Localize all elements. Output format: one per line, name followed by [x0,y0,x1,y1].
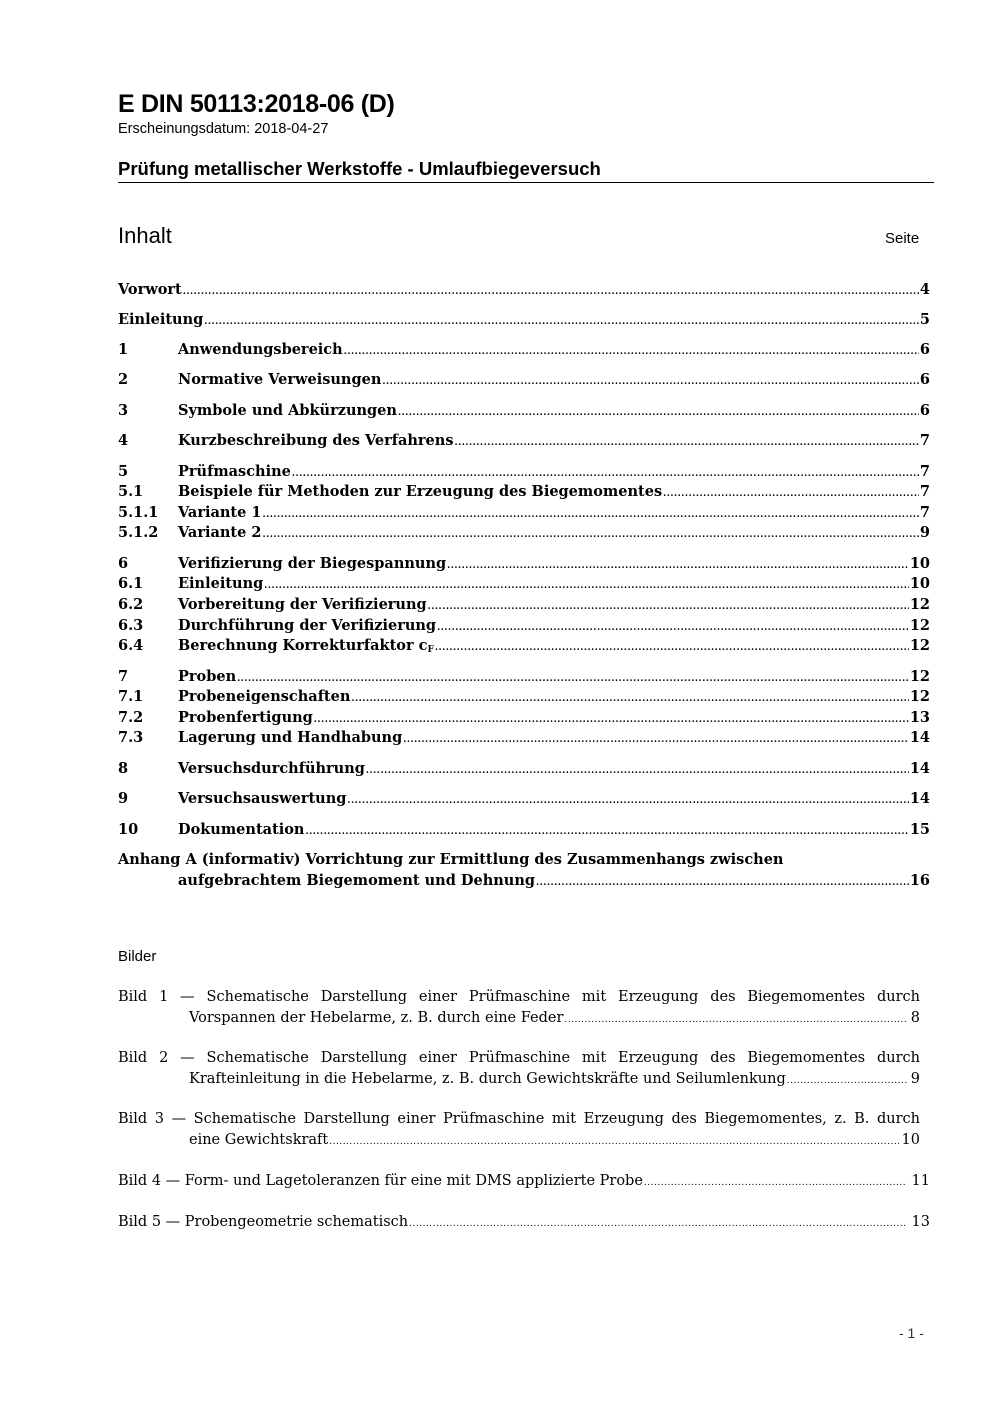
toc-entry-title: Durchführung der Verifizierung [178,617,437,634]
toc-entry-page: 13 [909,709,930,726]
toc-entry-number: 6.3 [118,617,144,634]
toc-entry[interactable] [118,729,930,749]
dot-leader [347,790,908,810]
toc-entry-title: Berechnung Korrekturfaktor c [178,637,428,654]
dot-leader [366,760,909,780]
toc-entry-number: 5.1 [118,483,144,500]
figure-entry-page: 10 [901,1132,920,1148]
dot-leader [398,402,919,422]
toc-entry-number: 3 [118,402,129,419]
toc-entry-number: 8 [118,760,129,777]
toc-entry-page: 9 [919,524,930,541]
figure-entry-line2: Krafteinleitung in die Hebelarme, z. B. durch Gewichtskräfte und Seilumlenkung [189,1071,786,1087]
toc-entry-title-line1: Anhang A (informativ) Vorrichtung zur Ermittlung des Zusammenhangs zwischen [118,851,784,868]
toc-entry-number: 7 [118,668,129,685]
dot-leader [437,617,909,637]
toc-entry-number: 6.4 [118,637,144,654]
toc-entry-title: Beispiele für Methoden zur Erzeugung des Biegemomentes [178,483,663,500]
toc-entry[interactable] [118,524,930,544]
toc-entry-page: 14 [909,790,930,807]
toc-entry-page: 7 [919,432,930,449]
toc-entry[interactable] [118,432,930,452]
toc-entry[interactable] [118,790,930,810]
toc-entry-number: 5 [118,463,129,480]
toc-entry-title: Probeneigenschaften [178,688,351,705]
figure-entry-line2: eine Gewichtskraft [189,1132,329,1148]
toc-entry-page: 14 [909,729,930,746]
figure-entry-page: 8 [910,1010,920,1026]
header-divider [118,182,934,183]
toc-entry-title: Lagerung und Handhabung [178,729,403,746]
toc-entry-number: 9 [118,790,129,807]
toc-entry[interactable] [118,637,930,659]
dot-leader [344,341,919,361]
dot-leader [292,463,919,483]
toc-entry-title: Anwendungsbereich [178,341,343,358]
toc-heading: Inhalt [118,223,172,248]
figure-entry-page: 11 [911,1173,930,1189]
dot-leader [409,1212,905,1235]
toc-entry-page: 10 [909,575,930,592]
toc-entry[interactable] [118,555,930,575]
dot-leader [329,1130,898,1153]
toc-entry-title-group [178,637,434,659]
toc-entry-title: Normative Verweisungen [178,371,382,388]
dot-leader [237,668,909,688]
figure-entry-page: 9 [910,1071,920,1087]
toc-entry-title: Einleitung [178,575,264,592]
dot-leader [644,1171,906,1194]
page-number: - 1 - [899,1325,924,1341]
toc-entry[interactable] [118,596,930,616]
toc-entry[interactable] [118,760,930,780]
toc-entry[interactable] [118,483,930,503]
toc-entry-title: Symbole und Abkürzungen [178,402,397,419]
dot-leader [305,821,908,841]
dot-leader [403,729,909,749]
toc-entry-title: Probenfertigung [178,709,313,726]
toc-entry[interactable] [118,311,930,331]
toc-entry-title: Variante 1 [178,504,262,521]
dot-leader [447,555,909,575]
dot-leader [435,637,909,657]
toc-entry[interactable] [118,463,930,483]
toc-entry-title: Prüfmaschine [178,463,291,480]
document-title: Prüfung metallischer Werkstoffe - Umlaufbiegeversuch [118,158,601,179]
figure-entry-page: 13 [911,1214,930,1230]
toc-entry-page: 10 [909,555,930,572]
dot-leader [351,688,908,708]
toc-entry-page: 12 [909,617,930,634]
toc-entry[interactable] [118,504,930,524]
toc-entry[interactable] [118,688,930,708]
toc-entry[interactable] [118,617,930,637]
figure-entry[interactable] [118,1109,920,1153]
dot-leader [787,1069,908,1092]
toc-entry-number: 7.2 [118,709,144,726]
toc-entry-page: 12 [909,668,930,685]
dot-leader [183,281,919,301]
figure-entry[interactable] [118,987,920,1031]
figures-heading: Bilder [118,948,157,965]
toc-entry-number: 5.1.1 [118,504,159,521]
toc-entry[interactable] [118,402,930,422]
toc-entry[interactable] [118,575,930,595]
toc-entry[interactable] [118,371,930,391]
toc-entry[interactable] [118,341,930,361]
toc-entry-page: 5 [919,311,930,328]
toc-entry-title: Kurzbeschreibung des Verfahrens [178,432,454,449]
toc-entry-page: 7 [919,463,930,480]
toc-entry-title: Einleitung [118,311,204,328]
toc-entry-number: 5.1.2 [118,524,159,541]
figure-entry-line1: Bild 3 — Schematische Darstellung einer Prüfmaschine mit Erzeugung des Biegemomentes, z. B. durch [118,1111,920,1127]
toc-entry-page: 12 [909,637,930,654]
toc-entry-page: 6 [919,341,930,358]
toc-entry[interactable] [118,709,930,729]
toc-entry-title: Vorbereitung der Verifizierung [178,596,427,613]
figure-entry-line1: Bild 1 — Schematische Darstellung einer Prüfmaschine mit Erzeugung des Biegemomentes durch [118,989,920,1005]
toc-entry-page: 6 [919,402,930,419]
dot-leader [262,504,918,524]
toc-entry[interactable] [118,668,930,688]
toc-entry-page: 6 [919,371,930,388]
dot-leader [428,596,909,616]
toc-entry-number: 7.3 [118,729,144,746]
dot-leader [314,709,909,729]
toc-entry-title: Verifizierung der Biegespannung [178,555,447,572]
toc-entry-page: 4 [919,281,930,298]
toc-entry-page: 15 [909,821,930,838]
toc-entry-title: Variante 2 [178,524,262,541]
toc-entry-title: Proben [178,668,237,685]
dot-leader [564,1008,907,1031]
figure-entry[interactable] [118,1048,920,1092]
toc-entry-title: Vorwort [118,281,182,298]
dot-leader [204,311,919,331]
toc-entry-annex[interactable] [118,851,930,892]
figure-entry[interactable] [118,1171,930,1194]
figure-entry-title: Bild 4 — Form- und Lagetoleranzen für eine mit DMS applizierte Probe [118,1173,643,1189]
figure-entry-line2: Vorspannen der Hebelarme, z. B. durch eine Feder [189,1010,564,1026]
toc-entry-subscript: F [427,645,434,655]
toc-entry-number: 6 [118,555,129,572]
toc-entry-page: 7 [919,483,930,500]
toc-entry-number: 10 [118,821,139,838]
dot-leader [663,483,919,503]
dot-leader [382,371,919,391]
figure-entry-line1: Bild 2 — Schematische Darstellung einer Prüfmaschine mit Erzeugung des Biegemomentes durch [118,1050,920,1066]
toc-entry-number: 1 [118,341,129,358]
dot-leader [536,872,909,892]
toc-entry-number: 6.1 [118,575,144,592]
publication-date: Erscheinungsdatum: 2018-04-27 [118,121,329,137]
toc-entry-page: 14 [909,760,930,777]
toc-entry-title: Dokumentation [178,821,305,838]
toc-entry-title-line2: aufgebrachtem Biegemoment und Dehnung [178,872,535,889]
document-id: E DIN 50113:2018-06 (D) [118,90,395,118]
toc-entry-title: Versuchsauswertung [178,790,347,807]
toc-entry-number: 6.2 [118,596,144,613]
dot-leader [455,432,919,452]
toc-entry[interactable] [118,821,930,841]
toc-entry-page: 12 [909,688,930,705]
toc-entry-number: 2 [118,371,129,388]
toc-entry-page: 16 [909,872,930,889]
toc-page-label: Seite [885,230,920,247]
figure-entry[interactable] [118,1212,930,1235]
dot-leader [264,575,909,595]
dot-leader [262,524,918,544]
toc-entry-title: Versuchsdurchführung [178,760,365,777]
toc-entry-page: 7 [919,504,930,521]
toc-entry-number: 7.1 [118,688,144,705]
figure-entry-title: Bild 5 — Probengeometrie schematisch [118,1214,409,1230]
toc-entry-number: 4 [118,432,129,449]
toc-entry-page: 12 [909,596,930,613]
toc-entry[interactable] [118,281,930,301]
